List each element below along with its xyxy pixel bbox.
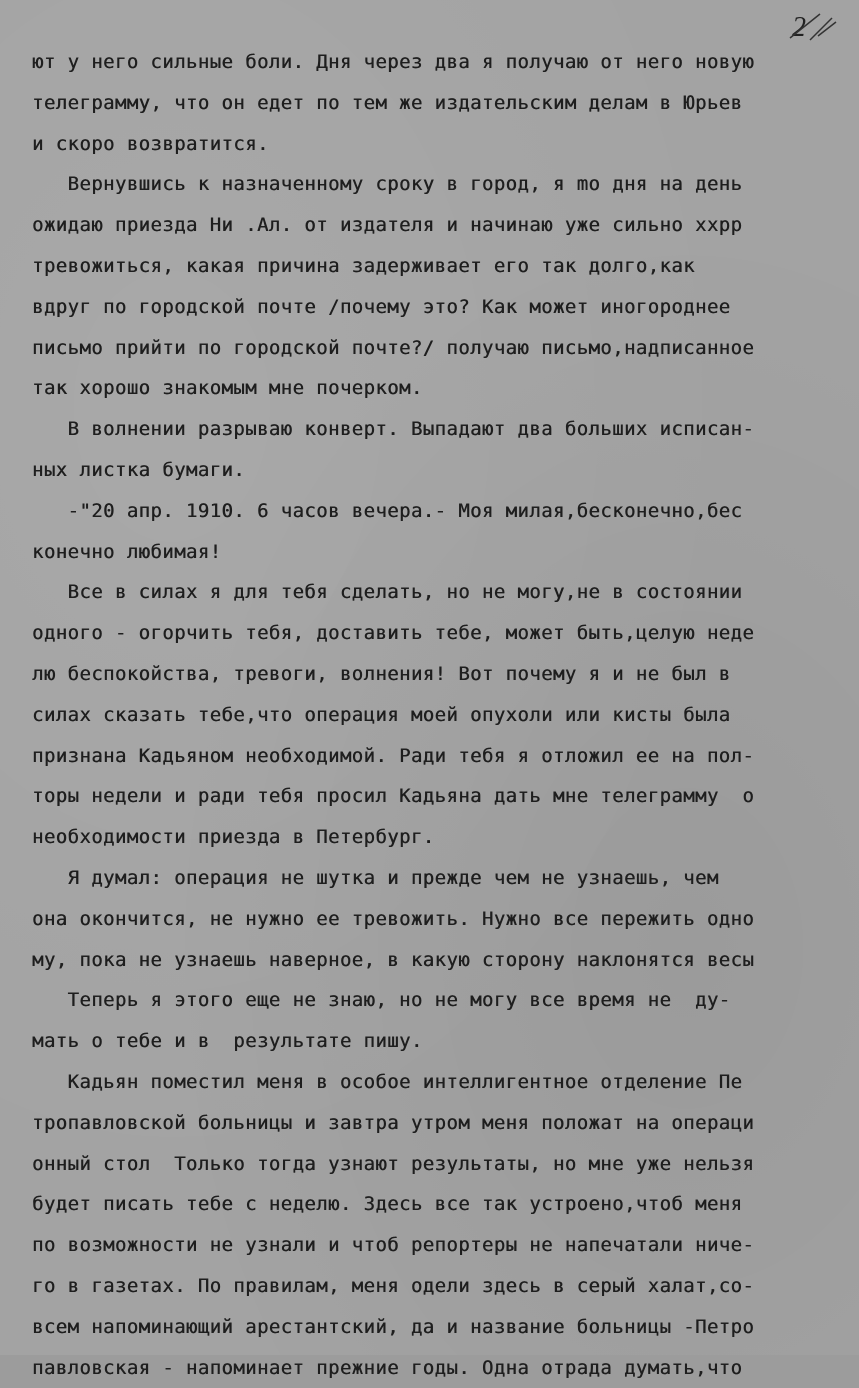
text-line: го в газетах. По правилам, меня одели здесь в серый халат,со- bbox=[32, 1266, 842, 1307]
typewritten-text bbox=[32, 42, 842, 1388]
text-line: необходимости приезда в Петербург. bbox=[32, 817, 842, 858]
text-line: ных листка бумаги. bbox=[32, 450, 842, 491]
text-line: ют у него сильные боли. Дня через два я получаю от него новую bbox=[32, 42, 842, 83]
text-line: так хорошо знакомым мне почерком. bbox=[32, 368, 842, 409]
text-line: Я думал: операция не шутка и прежде чем не узнаешь, чем bbox=[32, 858, 842, 899]
text-line: Теперь я этого еще не знаю, но не могу все время не ду- bbox=[32, 980, 842, 1021]
text-line: -"20 апр. 1910. 6 часов вечера.- Моя милая,бесконечно,бес bbox=[32, 491, 842, 532]
text-line: признана Кадьяном необходимой. Ради тебя я отложил ее на пол- bbox=[32, 736, 842, 777]
text-line: одного - огорчить тебя, доставить тебе, может быть,целую неде bbox=[32, 613, 842, 654]
text-line: онный стол Только тогда узнают результаты, но мне уже нельзя bbox=[32, 1144, 842, 1185]
text-line: Кадьян поместил меня в особое интеллигентное отделение Пе bbox=[32, 1062, 842, 1103]
text-line: лю беспокойства, тревоги, волнения! Вот почему я и не был в bbox=[32, 654, 842, 695]
text-line: тропавловской больницы и завтра утром меня положат на операци bbox=[32, 1103, 842, 1144]
page-number: 2 bbox=[792, 12, 806, 44]
text-line: телеграмму, что он едет по тем же издательским делам в Юрьев bbox=[32, 83, 842, 124]
text-line: В волнении разрываю конверт. Выпадают два больших исписан- bbox=[32, 409, 842, 450]
text-line: будет писать тебе с неделю. Здесь все так устроено,чтоб меня bbox=[32, 1184, 842, 1225]
text-line: письмо прийти по городской почте?/ получаю письмо,надписанное bbox=[32, 328, 842, 369]
text-line: всем напоминающий арестантский, да и название больницы -Петро bbox=[32, 1307, 842, 1348]
text-line: силах сказать тебе,что операция моей опухоли или кисты была bbox=[32, 695, 842, 736]
text-line: торы недели и ради тебя просил Кадьяна дать мне телеграмму о bbox=[32, 776, 842, 817]
text-line: мать о тебе и в результате пишу. bbox=[32, 1021, 842, 1062]
text-line: вдруг по городской почте /почему это? Как может иногороднее bbox=[32, 287, 842, 328]
text-line: Вернувшись к назначенному сроку в город, я mо дня на день bbox=[32, 164, 842, 205]
text-line: она окончится, не нужно ее тревожить. Нужно все пережить одно bbox=[32, 899, 842, 940]
text-line: конечно любимая! bbox=[32, 532, 842, 573]
text-line: ожидаю приезда Ни .Ал. от издателя и начинаю уже сильно xxpp bbox=[32, 205, 842, 246]
text-line: и скоро возвратится. bbox=[32, 124, 842, 165]
text-line: Все в силах я для тебя сделать, но не могу,не в состоянии bbox=[32, 572, 842, 613]
text-line: тревожиться, какая причина задерживает его так долго,как bbox=[32, 246, 842, 287]
text-line: по возможности не узнали и чтоб репортеры не напечатали ниче- bbox=[32, 1225, 842, 1266]
text-line: павловская - напоминает прежние годы. Одна отрада думать,что bbox=[32, 1348, 842, 1388]
text-line: му, пока не узнаешь наверное, в какую сторону наклонятся весы bbox=[32, 940, 842, 981]
